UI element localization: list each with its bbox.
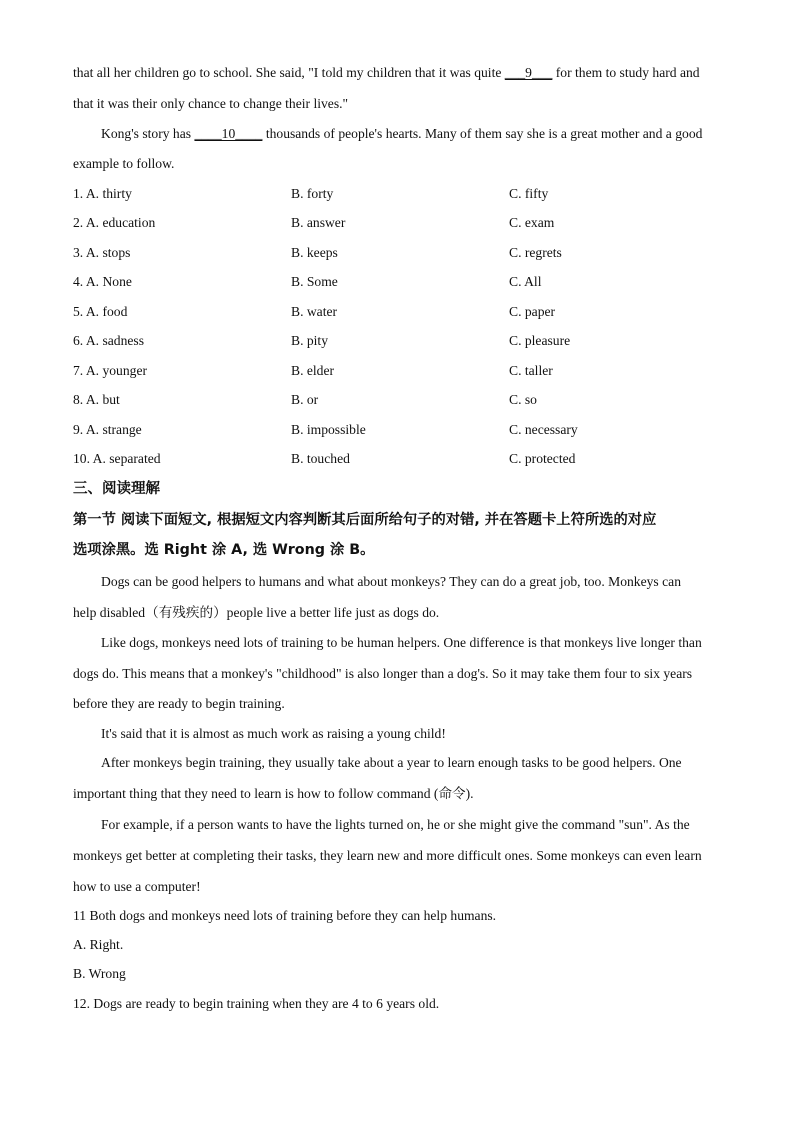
passage-line — [73, 64, 700, 82]
section-instruction: 选项涂黑。选 Right 涂 A, 选 Wrong 涂 B。 — [73, 542, 375, 558]
option-a: 10. A. separated — [73, 451, 161, 466]
option-c: C. exam — [509, 215, 555, 230]
reading-line: help disabled（有残疾的）people live a better life just as dogs do. — [73, 605, 440, 620]
reading-line: For example, if a person wants to have the lights turned on, he or she might give the command "sun". As the — [101, 817, 690, 832]
option-b: B. elder — [291, 363, 335, 378]
option-row — [73, 362, 733, 380]
option-c: C. All — [509, 274, 542, 289]
option-row — [73, 421, 733, 439]
passage-text: thousands of people's hearts. Many of them say she is a great mother and a good — [262, 126, 703, 141]
option-c: C. fifty — [509, 186, 549, 201]
option-a: 3. A. stops — [73, 245, 131, 260]
option-c: C. taller — [509, 363, 553, 378]
reading-line: It's said that it is almost as much work as raising a young child! — [101, 726, 446, 741]
option-row — [73, 244, 733, 262]
option-a: 9. A. strange — [73, 422, 142, 437]
option-b: B. answer — [291, 215, 346, 230]
reading-line: After monkeys begin training, they usually take about a year to learn enough tasks to be good helpers. One — [101, 755, 682, 770]
question-12: 12. Dogs are ready to begin training when they are 4 to 6 years old. — [73, 996, 440, 1011]
section-instruction: 第一节 阅读下面短文, 根据短文内容判断其后面所给句子的对错, 并在答题卡上符所选的对应 — [73, 512, 657, 528]
option-a: 1. A. thirty — [73, 186, 132, 201]
option-b: B. Some — [291, 274, 338, 289]
option-c: C. necessary — [509, 422, 578, 437]
option-c: C. regrets — [509, 245, 562, 260]
option-c: C. paper — [509, 304, 556, 319]
answer-option-a[interactable]: A. Right. — [73, 937, 124, 952]
answer-option-b[interactable]: B. Wrong — [73, 966, 126, 981]
option-b: B. forty — [291, 186, 334, 201]
option-b: B. keeps — [291, 245, 338, 260]
option-b: B. or — [291, 392, 319, 407]
question-11: 11 Both dogs and monkeys need lots of training before they can help humans. — [73, 908, 497, 923]
reading-line: Dogs can be good helpers to humans and what about monkeys? They can do a great job, too. Monkeys can — [101, 574, 681, 589]
option-a: 5. A. food — [73, 304, 128, 319]
reading-line: Like dogs, monkeys need lots of training to be human helpers. One difference is that monkeys live longer than — [101, 635, 702, 650]
option-c: C. so — [509, 392, 537, 407]
passage-line: that it was their only chance to change their lives." — [73, 96, 349, 111]
option-a: 8. A. but — [73, 392, 120, 407]
option-c: C. protected — [509, 451, 576, 466]
option-b: B. touched — [291, 451, 350, 466]
option-row — [73, 450, 733, 468]
option-a: 4. A. None — [73, 274, 132, 289]
passage-line: example to follow. — [73, 156, 175, 171]
option-c: C. pleasure — [509, 333, 571, 348]
option-row — [73, 185, 733, 203]
option-a: 2. A. education — [73, 215, 156, 230]
blank-10: ____10____ — [194, 126, 263, 141]
reading-line: important thing that they need to learn is how to follow command (命令). — [73, 786, 474, 801]
reading-line: dogs do. This means that a monkey's "childhood" is also longer than a dog's. So it may take them four to six years — [73, 666, 693, 681]
passage-line — [101, 125, 702, 143]
passage-text: that all her children go to school. She said, "I told my children that it was quite — [73, 65, 505, 80]
reading-line: monkeys get better at completing their tasks, they learn new and more difficult ones. Some monkeys can even learn — [73, 848, 702, 863]
option-b: B. impossible — [291, 422, 366, 437]
section-title: 三、阅读理解 — [73, 481, 160, 497]
reading-line: before they are ready to begin training. — [73, 696, 285, 711]
option-row — [73, 391, 733, 409]
passage-text: for them to study hard and — [552, 65, 700, 80]
passage-text: Kong's story has — [101, 126, 195, 141]
reading-line: how to use a computer! — [73, 879, 201, 894]
option-row — [73, 332, 733, 350]
option-a: 6. A. sadness — [73, 333, 144, 348]
blank-9: ___9___ — [504, 65, 553, 80]
option-a: 7. A. younger — [73, 363, 148, 378]
option-row — [73, 303, 733, 321]
option-row — [73, 273, 733, 291]
option-b: B. water — [291, 304, 338, 319]
option-row — [73, 214, 733, 232]
option-b: B. pity — [291, 333, 329, 348]
